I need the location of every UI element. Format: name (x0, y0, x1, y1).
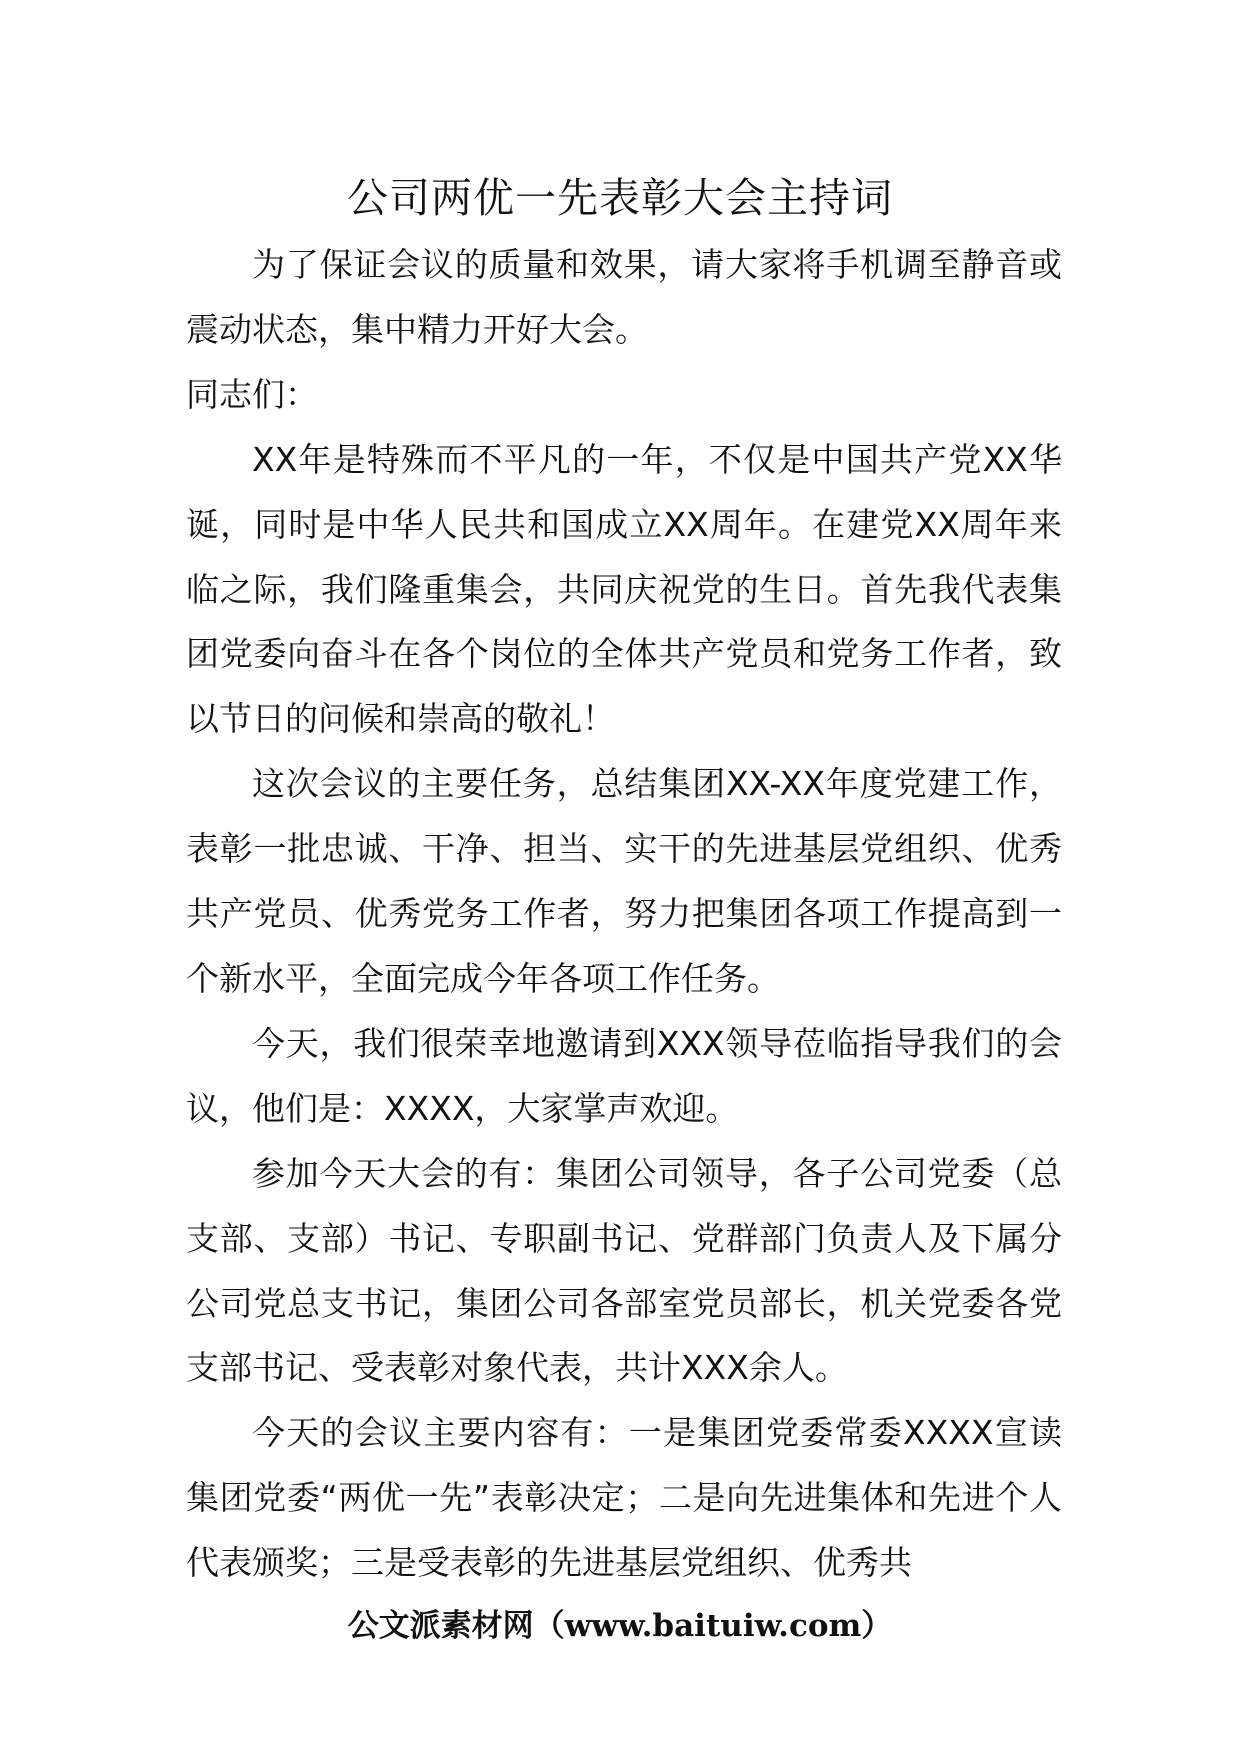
paragraph-guests: 今天，我们很荣幸地邀请到XXX领导莅临指导我们的会议，他们是：XXXX，大家掌声欢迎。 (186, 1023, 1062, 1128)
document-title: 公司两优一先表彰大会主持词 (347, 174, 893, 222)
document-body (186, 233, 1062, 1596)
paragraph-agenda: 今天的会议主要内容有：一是集团党委常委XXXX宣读集团党委“两优一先”表彰决定；二是向先进集体和先进个人代表颁奖；三是受表彰的先进基层党组织、优秀共 (186, 1413, 1062, 1583)
paragraph-anniversary: XX年是特殊而不平凡的一年，不仅是中国共产党XX华诞，同时是中华人民共和国成立XX周年。在建党XX周年来临之际，我们隆重集会，共同庆祝党的生日。首先我代表集团党委向奋斗在各个岗位的全体共产党员和党务工作者，致以节日的问候和崇高的敬礼！ (186, 439, 1062, 739)
paragraph-phone-notice: 为了保证会议的质量和效果，请大家将手机调至静音或震动状态，集中精力开好大会。 (186, 245, 1062, 349)
paragraph-main-task: 这次会议的主要任务，总结集团XX-XX年度党建工作，表彰一批忠诚、干净、担当、实干的先进基层党组织、优秀共产党员、优秀党务工作者，努力把集团各项工作提高到一个新水平，全面完成今年各项工作任务。 (186, 764, 1062, 998)
footer-watermark: 公文派素材网（www.baituiw.com） (347, 1608, 893, 1644)
paragraph-salutation: 同志们： (186, 374, 318, 414)
paragraph-attendees: 参加今天大会的有：集团公司领导，各子公司党委（总支部、支部）书记、专职副书记、党群部门负责人及下属分公司党总支书记，集团公司各部室党员部长，机关党委各党支部书记、受表彰对象代表，共计XXX余人。 (186, 1153, 1062, 1388)
